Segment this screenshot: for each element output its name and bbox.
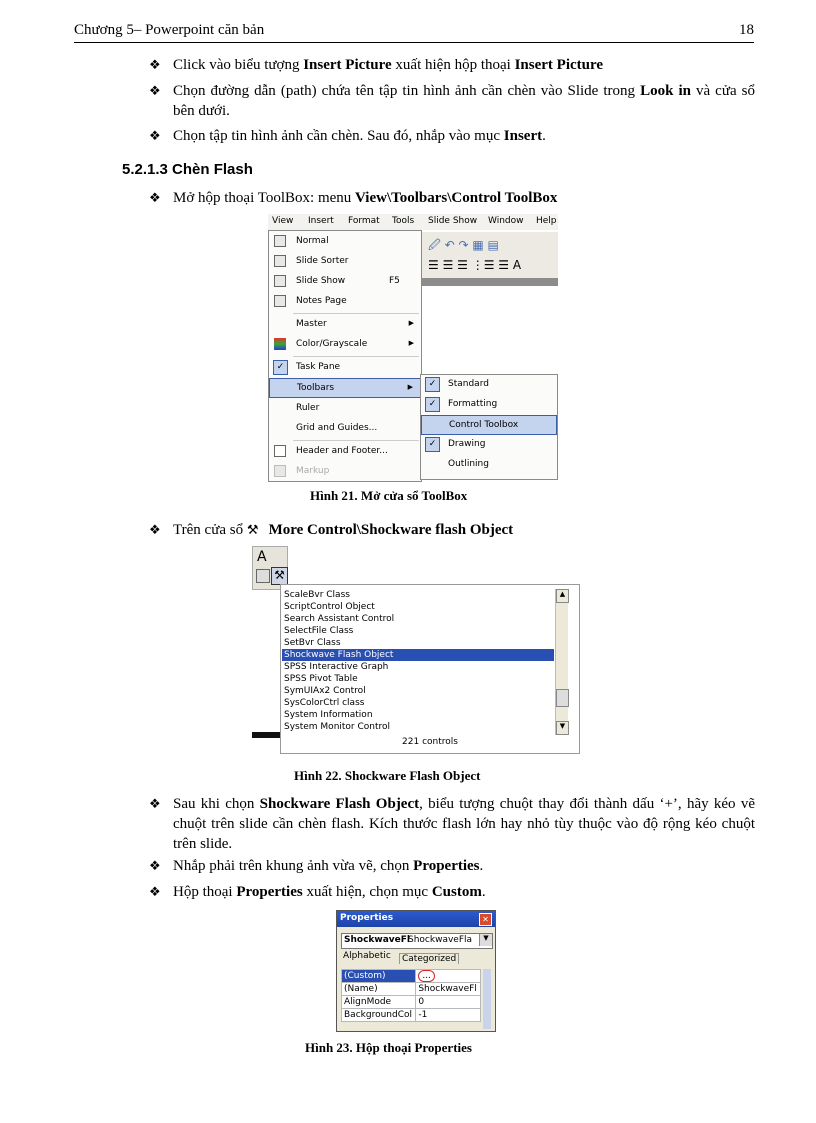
bullet-icon: ❖ <box>149 796 161 811</box>
tab-alphabetic[interactable]: Alphabetic <box>343 951 391 961</box>
list-item[interactable]: ScriptControl Object <box>284 602 375 612</box>
menu-item-slide-show[interactable]: Slide Show F5 <box>269 272 421 292</box>
list-item[interactable]: SetBvr Class <box>284 638 341 648</box>
custom-ellipsis-button[interactable]: ... <box>418 970 435 982</box>
slide-show-icon <box>274 275 286 287</box>
scroll-down-icon[interactable]: ▼ <box>556 721 569 735</box>
menu-item-color-grayscale[interactable]: Color/Grayscale ▶ <box>269 335 421 355</box>
check-icon: ✓ <box>425 437 440 452</box>
bullet-icon: ❖ <box>149 522 161 537</box>
bullet-item: ❖ Sau khi chọn Shockware Flash Object, biểu tượng chuột thay đổi thành dấu ‘+’, hãy kéo vẽ chuột trên slide cần chèn flash. Kích thước flash lớn hay nhỏ tùy thuộc vào độ rộng kéo chuột trên slide. <box>149 796 755 852</box>
properties-grid <box>341 969 481 1022</box>
controls-list[interactable] <box>282 589 554 733</box>
close-icon[interactable]: ✕ <box>479 913 492 926</box>
controls-count: 221 controls <box>402 737 458 747</box>
toolbars-submenu <box>420 374 558 480</box>
list-item[interactable]: SPSS Interactive Graph <box>284 662 389 672</box>
bullet-icon: ❖ <box>149 190 161 205</box>
menu-insert[interactable]: Insert <box>308 216 334 226</box>
properties-scrollbar[interactable] <box>483 969 491 1029</box>
menu-item-markup[interactable]: Markup <box>269 462 421 482</box>
page-header <box>74 22 754 43</box>
menu-slideshow[interactable]: Slide Show <box>428 216 478 226</box>
menu-item-outlining[interactable]: Outlining <box>448 459 489 469</box>
bullet-icon: ❖ <box>149 57 161 72</box>
menu-item-ruler[interactable]: Ruler <box>296 403 320 413</box>
menu-format[interactable]: Format <box>348 216 380 226</box>
list-item[interactable]: System Information <box>284 710 373 720</box>
figure-more-controls <box>252 546 578 752</box>
slide-edge <box>252 732 280 738</box>
bullet-icon: ❖ <box>149 128 161 143</box>
menu-window[interactable]: Window <box>488 216 524 226</box>
list-item[interactable]: Search Assistant Control <box>284 614 395 624</box>
list-scrollbar[interactable] <box>555 589 568 735</box>
controls-list-panel <box>280 584 580 754</box>
submenu-arrow-icon: ▶ <box>408 319 414 327</box>
menu-divider <box>293 356 419 357</box>
check-icon: ✓ <box>273 360 288 375</box>
section-heading: 5.2.1.3 Chèn Flash <box>122 161 253 178</box>
more-controls-button[interactable]: ⚒ <box>271 567 288 585</box>
image-tool-icon <box>256 569 270 583</box>
scroll-up-icon[interactable]: ▲ <box>556 589 569 603</box>
tab-categorized[interactable]: Categorized <box>399 953 459 964</box>
bullet-icon: ❖ <box>149 858 161 873</box>
menu-item-formatting[interactable]: ✓ Formatting <box>421 395 557 415</box>
list-item[interactable]: System Monitor Control <box>284 722 391 732</box>
figure-caption: Hình 21. Mở cửa sổ ToolBox <box>310 488 468 503</box>
menu-item-control-toolbox[interactable]: Control Toolbox <box>421 415 557 435</box>
menu-item-normal[interactable]: Normal <box>269 232 421 252</box>
menu-bar <box>268 214 558 230</box>
list-item[interactable]: SymUIAx2 Control <box>284 686 366 696</box>
menu-item-drawing[interactable]: ✓ Drawing <box>421 435 557 455</box>
menu-item-task-pane[interactable]: ✓ Task Pane <box>269 358 421 378</box>
page-number: 18 <box>739 22 754 38</box>
menu-help[interactable]: Help <box>536 216 557 226</box>
submenu-arrow-icon: ▶ <box>408 339 414 347</box>
menu-item-slide-sorter[interactable]: Slide Sorter <box>269 252 421 272</box>
dialog-titlebar <box>337 911 495 927</box>
normal-view-icon <box>274 235 286 247</box>
list-item[interactable]: SelectFile Class <box>284 626 354 636</box>
more-controls-icon: ⚒ <box>246 522 259 537</box>
color-grayscale-icon <box>274 338 286 350</box>
menu-item-notes-page[interactable]: Notes Page <box>269 292 421 312</box>
figure-caption: Hình 23. Hộp thoại Properties <box>305 1040 472 1055</box>
ruler-bar <box>418 278 558 286</box>
view-menu <box>268 230 422 482</box>
dialog-title: Properties <box>340 913 394 923</box>
menu-item-toolbars[interactable]: Toolbars ▶ <box>269 378 421 398</box>
menu-item-grid-guides[interactable]: Grid and Guides... <box>296 423 378 433</box>
check-icon: ✓ <box>425 397 440 412</box>
table-row[interactable]: (Custom) ... <box>342 970 481 983</box>
list-item-selected[interactable]: Shockwave Flash Object <box>282 649 554 661</box>
bullet-item: ❖ Click vào biểu tượng Insert Picture xuất hiện hộp thoại Insert Picture <box>149 57 604 73</box>
properties-dialog <box>336 910 496 1032</box>
bullet-item: ❖ Hộp thoại Properties xuất hiện, chọn mục Custom. <box>149 884 486 900</box>
check-icon: ✓ <box>425 377 440 392</box>
bullet-item: ❖ Trên cửa sổ ⚒ More Control\Shockware flash Object <box>149 522 514 538</box>
object-select[interactable]: ShockwaveFl ShockwaveFla ▼ <box>341 933 493 949</box>
chapter-title: Chương 5– Powerpoint căn bản <box>74 22 265 38</box>
slide-sorter-icon <box>274 255 286 267</box>
scroll-thumb[interactable] <box>556 689 569 707</box>
header-footer-icon <box>274 445 286 457</box>
menu-divider <box>293 440 419 441</box>
menu-item-header-footer[interactable]: Header and Footer... <box>269 442 421 462</box>
markup-icon <box>274 465 286 477</box>
table-row[interactable]: (Name) ShockwaveFl <box>342 983 481 996</box>
menu-item-standard[interactable]: ✓ Standard <box>421 375 557 395</box>
notes-page-icon <box>274 295 286 307</box>
menu-item-master[interactable]: Master ▶ <box>296 319 414 329</box>
figure-view-menu <box>268 214 558 480</box>
align-icons: ☰ ☰ ☰ ⋮☰ ☰ A <box>428 258 522 272</box>
bullet-icon: ❖ <box>149 83 161 98</box>
menu-tools[interactable]: Tools <box>392 216 415 226</box>
bullet-item: ❖ Chọn đường dẫn (path) chứa tên tập tin hình ảnh cần chèn vào Slide trong Look in và cửa sổ bên dưới. <box>149 83 755 119</box>
chevron-down-icon[interactable]: ▼ <box>479 934 492 946</box>
bullet-icon: ❖ <box>149 884 161 899</box>
list-item[interactable]: ScaleBvr Class <box>284 590 350 600</box>
list-item[interactable]: SPSS Pivot Table <box>284 674 358 684</box>
label-tool-icon: A <box>257 549 267 565</box>
shortcut-label: F5 <box>389 276 400 286</box>
figure-caption: Hình 22. Shockware Flash Object <box>294 768 481 783</box>
menu-view[interactable]: View <box>272 216 294 226</box>
bullet-item: ❖ Mở hộp thoại ToolBox: menu View\Toolbars\Control ToolBox <box>149 190 558 206</box>
submenu-arrow-icon: ▶ <box>407 383 413 391</box>
list-item[interactable]: SysColorCtrl class <box>284 698 365 708</box>
menu-divider <box>293 313 419 314</box>
bullet-item: ❖ Nhắp phải trên khung ảnh vừa vẽ, chọn Properties. <box>149 858 484 874</box>
table-row[interactable]: AlignMode 0 <box>342 996 481 1009</box>
bullet-item: ❖ Chọn tập tin hình ảnh cần chèn. Sau đó, nhắp vào mục Insert. <box>149 128 546 144</box>
toolbar-icons: 🖉 ↶ ↷ ▦ ▤ <box>428 238 499 252</box>
table-row[interactable]: BackgroundCol -1 <box>342 1009 481 1022</box>
